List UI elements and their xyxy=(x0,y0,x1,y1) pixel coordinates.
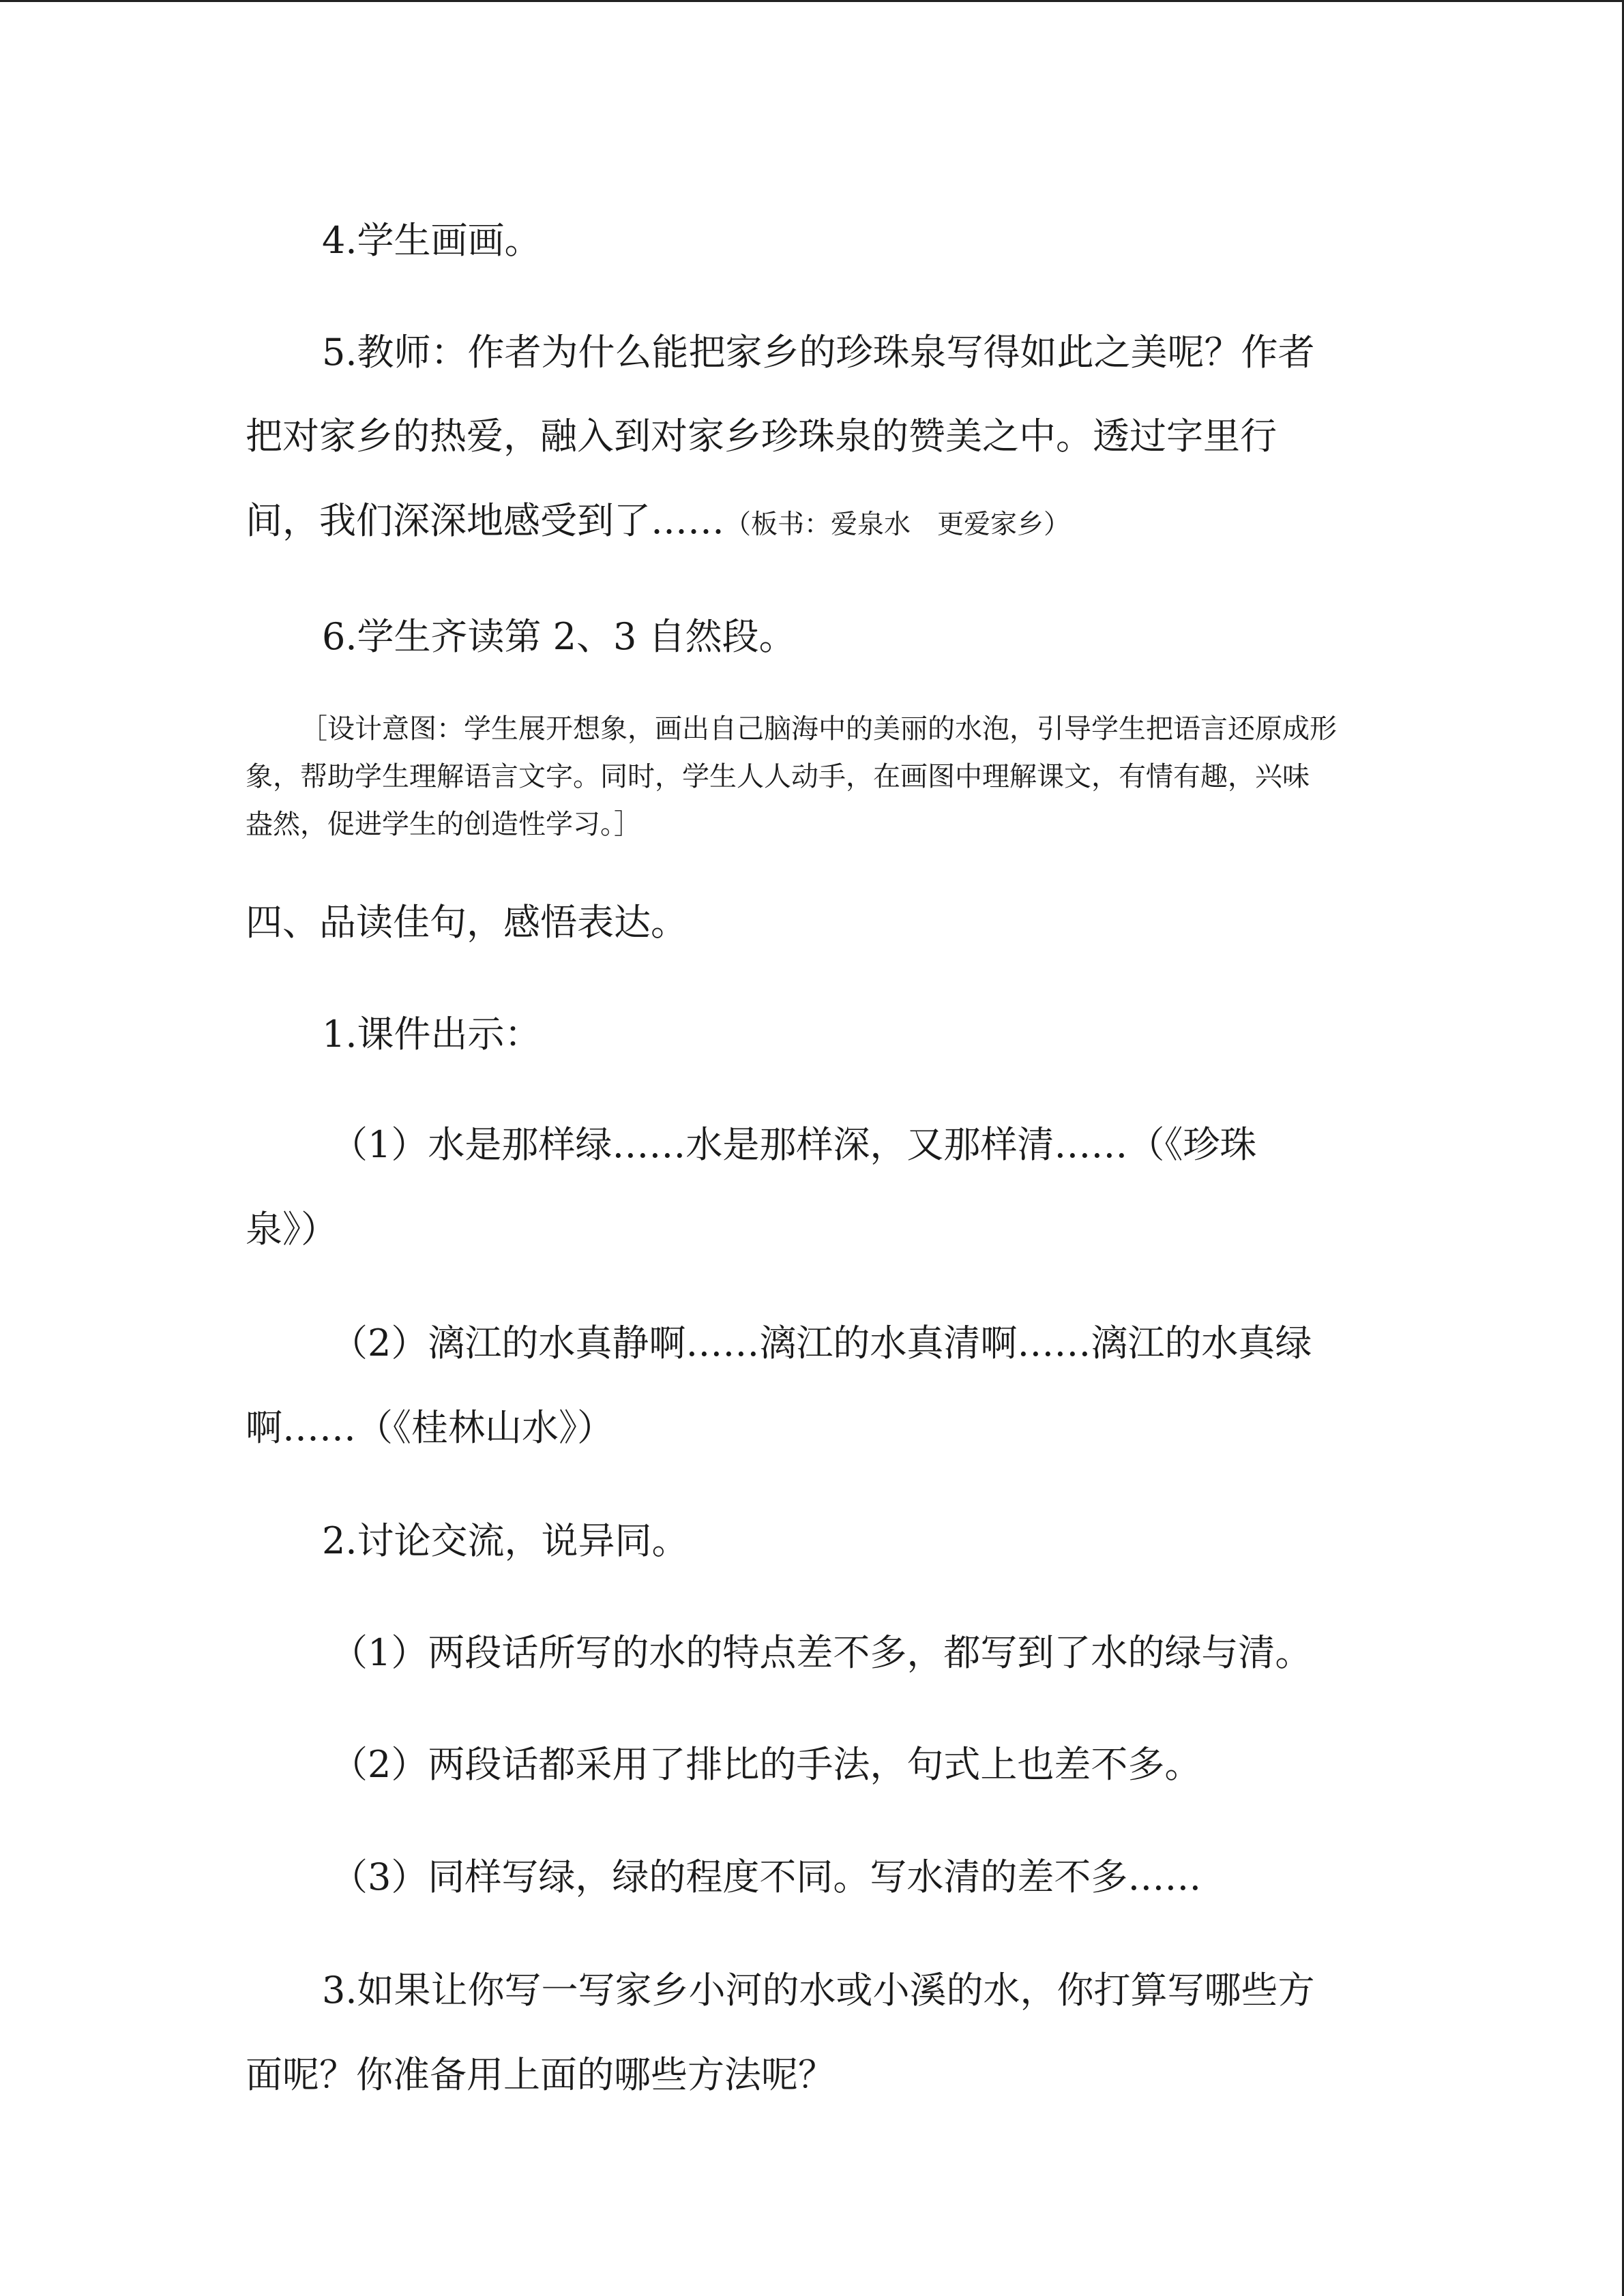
discussion-point-1: （1）两段话所写的水的特点差不多，都写到了水的绿与清。 xyxy=(331,1631,1312,1674)
quote-2-line-2: 啊……（《桂林山水》） xyxy=(246,1406,614,1449)
document-page xyxy=(246,0,1391,2296)
paragraph-item-5-line-2: 把对家乡的热爱，融入到对家乡珍珠泉的赞美之中。透过字里行 xyxy=(246,415,1277,458)
step-2-heading: 2.讨论交流，说异同。 xyxy=(322,1519,689,1562)
section-heading-4: 四、品读佳句，感悟表达。 xyxy=(246,901,688,944)
step-3-line-1: 3.如果让你写一写家乡小河的水或小溪的水，你打算写哪些方 xyxy=(322,1969,1315,2012)
quote-1-line-2: 泉》） xyxy=(246,1208,338,1251)
paragraph-item-5-text: 间，我们深深地感受到了…… xyxy=(246,499,724,542)
step-3-line-2: 面呢？你准备用上面的哪些方法呢？ xyxy=(246,2053,835,2096)
quote-2-line-1: （2）漓江的水真静啊……漓江的水真清啊……漓江的水真绿 xyxy=(331,1322,1312,1365)
design-intent-line-1: ［设计意图：学生展开想象，画出自己脑海中的美丽的水泡，引导学生把语言还原成形 xyxy=(300,713,1337,745)
blackboard-note: （板书：爱泉水 更爱家乡） xyxy=(724,509,1071,540)
design-intent-line-2: 象，帮助学生理解语言文字。同时，学生人人动手，在画图中理解课文，有情有趣，兴味 xyxy=(246,761,1310,792)
step-1-heading: 1.课件出示： xyxy=(322,1013,542,1056)
discussion-point-3: （3）同样写绿，绿的程度不同。写水清的差不多…… xyxy=(331,1855,1202,1898)
paragraph-item-5-line-3 xyxy=(246,499,1071,542)
paragraph-item-4: 4.学生画画。 xyxy=(322,219,542,262)
discussion-point-2: （2）两段话都采用了排比的手法，句式上也差不多。 xyxy=(331,1743,1202,1786)
design-intent-line-3: 盎然，促进学生的创造性学习。］ xyxy=(246,809,641,840)
paragraph-item-5-line-1: 5.教师：作者为什么能把家乡的珍珠泉写得如此之美呢？作者 xyxy=(322,331,1315,374)
quote-1-line-1: （1）水是那样绿……水是那样深，又那样清……（《珍珠 xyxy=(331,1123,1257,1166)
paragraph-item-6: 6.学生齐读第 2、3 自然段。 xyxy=(322,615,796,658)
